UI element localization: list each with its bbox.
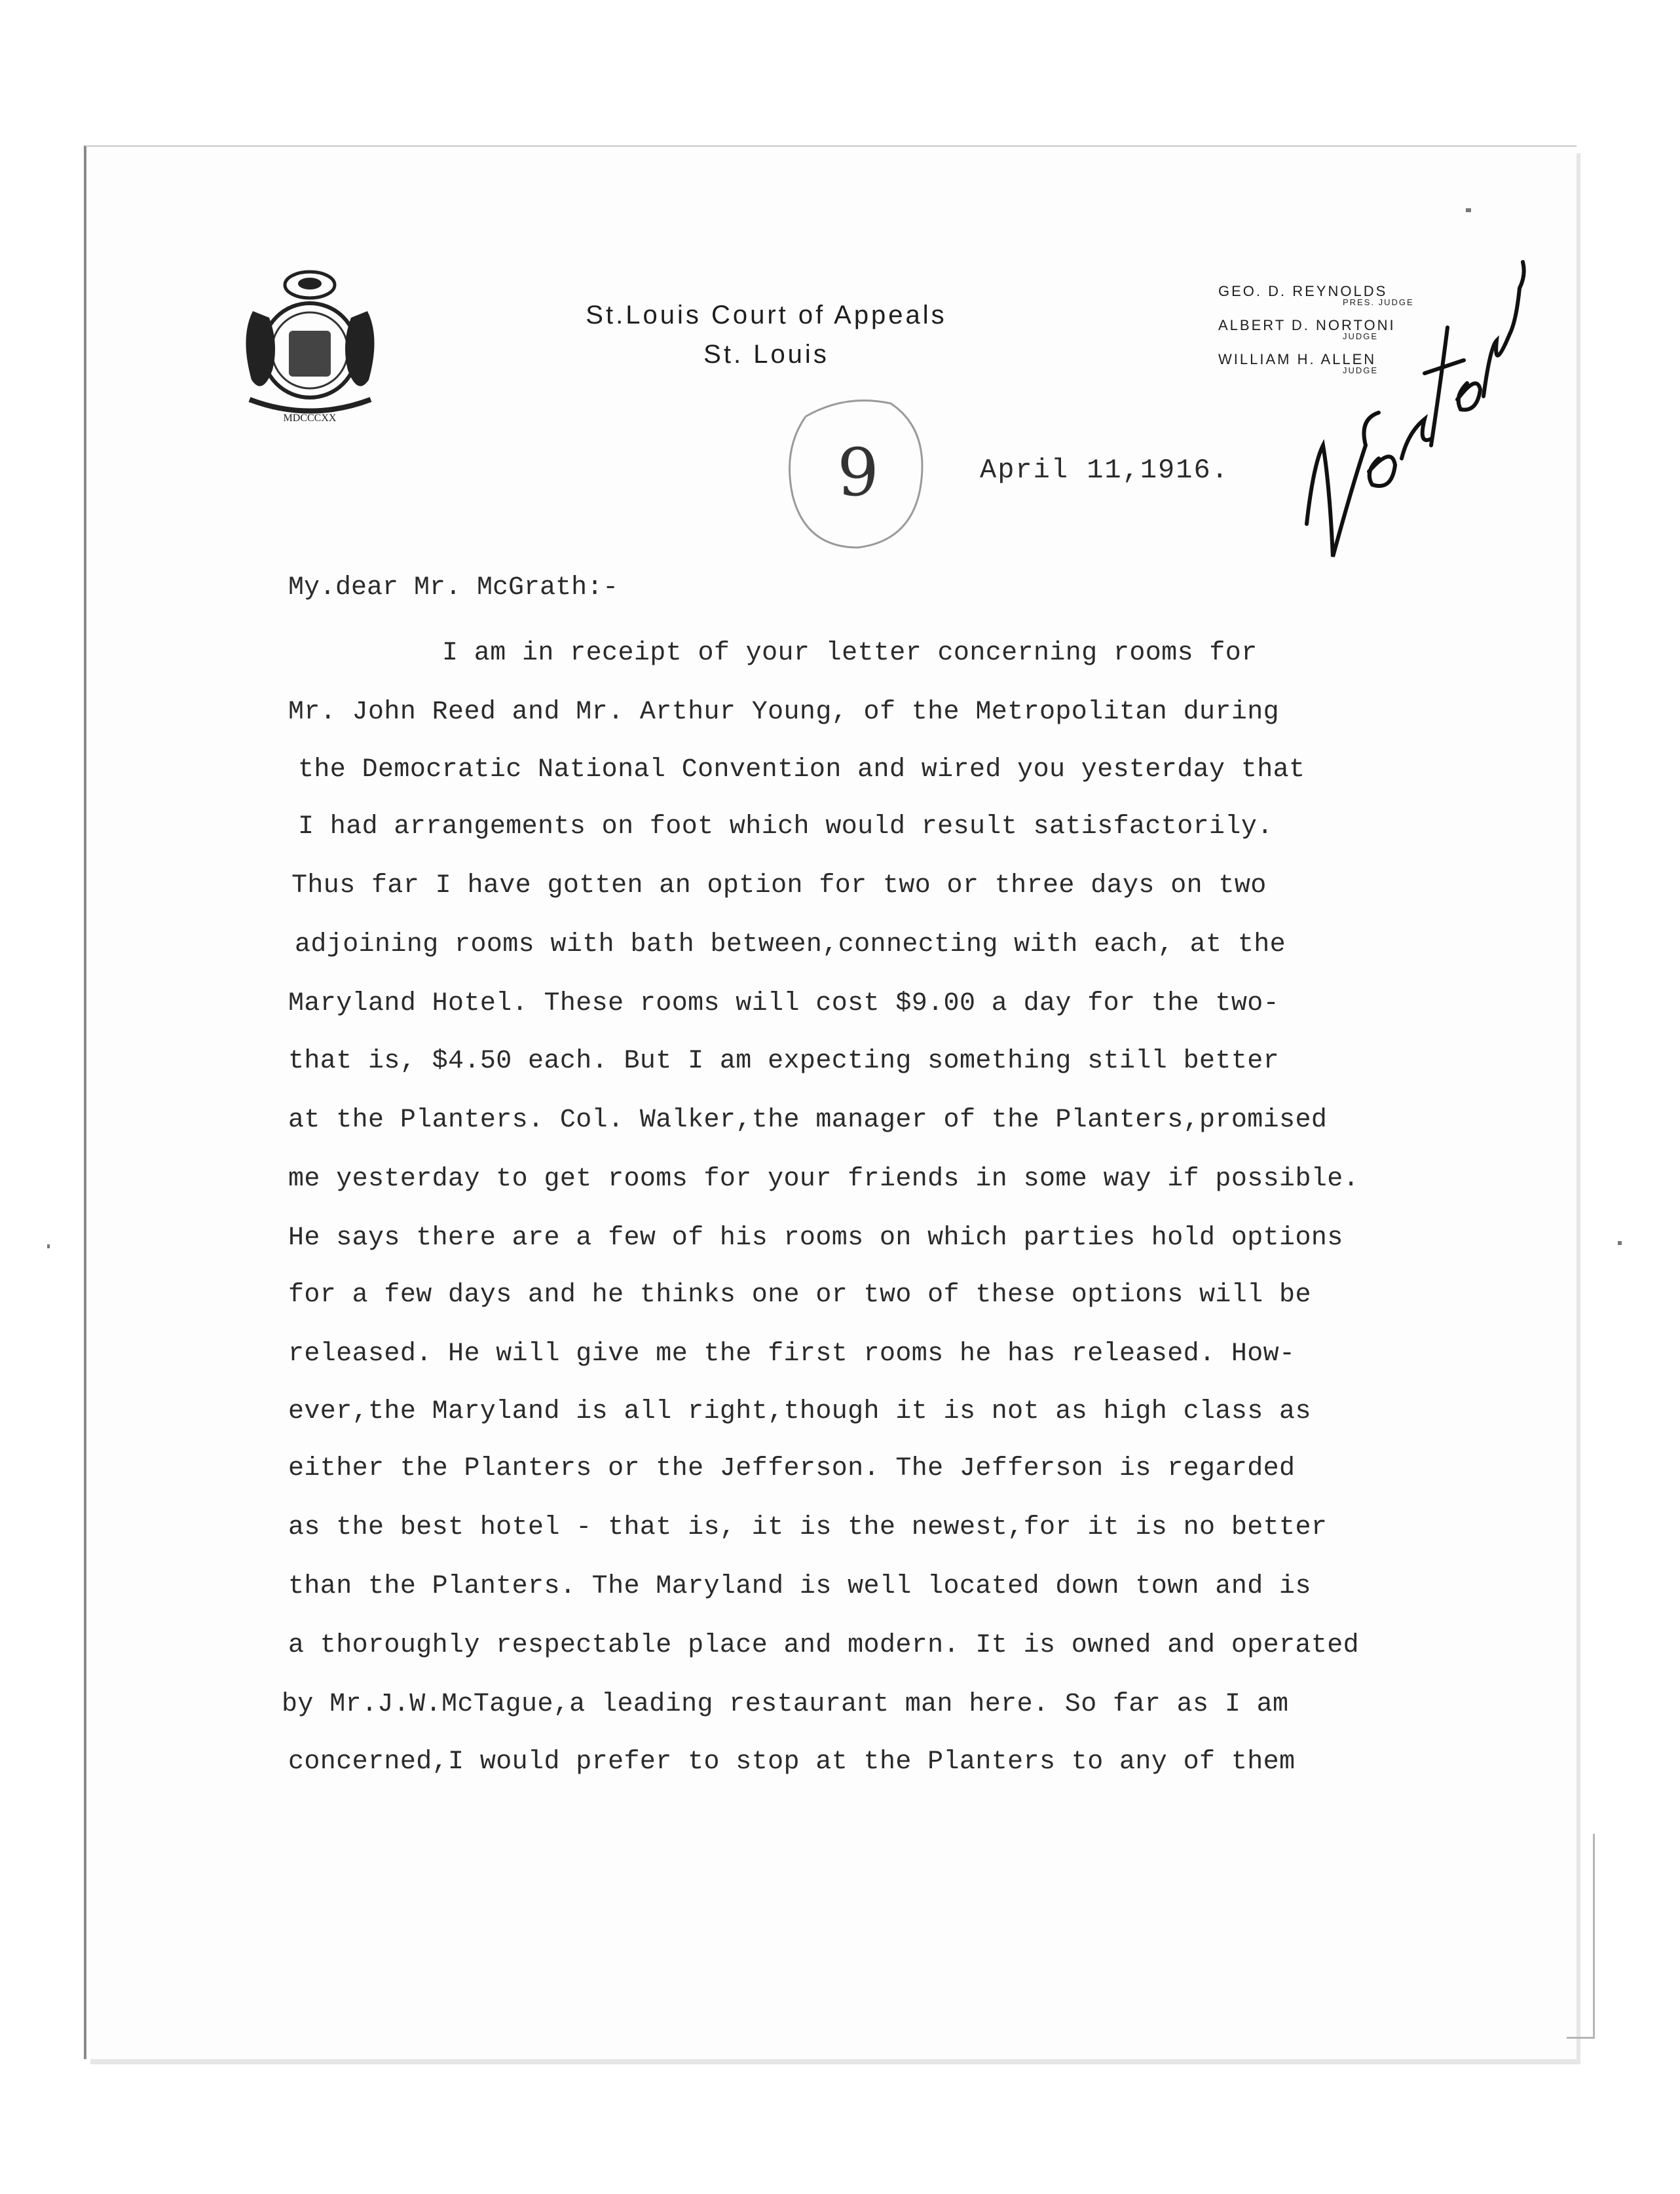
letter-line: Thus far I have gotten an option for two or three days on two	[291, 871, 1267, 901]
letter-line: released. He will give me the first rooms he has released. How-	[288, 1339, 1296, 1369]
court-name: St.Louis Court of Appeals	[586, 301, 947, 329]
judge-title: JUDGE	[1343, 365, 1379, 375]
page-mark	[47, 1244, 50, 1248]
page-mark	[1618, 1241, 1622, 1245]
judge-name: GEO. D. REYNOLDS	[1218, 283, 1388, 299]
letter-line: me yesterday to get rooms for your friends in some way if possible.	[288, 1164, 1360, 1194]
letterhead	[524, 298, 1009, 371]
letter-line: I had arrangements on foot which would result satisfactorily.	[298, 812, 1273, 842]
letter-line: at the Planters. Col. Walker,the manager of the Planters,promised	[288, 1106, 1328, 1135]
circled-number: 9	[837, 434, 879, 511]
court-city: St. Louis	[703, 340, 829, 369]
page-edge	[1567, 1834, 1595, 2039]
letter-line: Maryland Hotel. These rooms will cost $9.00 a day for the two-	[288, 989, 1280, 1018]
letter-line: ever,the Maryland is all right,though it is not as high class as	[288, 1397, 1311, 1426]
letter-line: Mr. John Reed and Mr. Arthur Young, of the Metropolitan during	[288, 697, 1280, 727]
court-seal-icon	[233, 265, 387, 428]
letter-date: April 11,1916.	[980, 455, 1229, 486]
judge-name: ALBERT D. NORTONI	[1218, 317, 1396, 333]
letter-line: concerned,I would prefer to stop at the Planters to any of them	[288, 1747, 1296, 1777]
letter-line: adjoining rooms with bath between,connecting with each, at the	[295, 930, 1286, 959]
letter-line: He says there are a few of his rooms on which parties hold options	[288, 1223, 1343, 1253]
handwritten-signature	[1294, 249, 1542, 576]
page-mark	[1466, 208, 1471, 212]
judge-name: WILLIAM H. ALLEN	[1218, 351, 1377, 367]
letter-line: as the best hotel - that is, it is the newest,for it is no better	[288, 1513, 1328, 1542]
letter-line: either the Planters or the Jefferson. The Jefferson is regarded	[288, 1454, 1296, 1483]
judge-title: PRES. JUDGE	[1343, 297, 1414, 307]
letter-line: than the Planters. The Maryland is well located down town and is	[288, 1572, 1311, 1601]
letter-line: that is, $4.50 each. But I am expecting something still better	[288, 1047, 1280, 1076]
circled-page-number	[779, 390, 931, 554]
letter-line: I am in receipt of your letter concerning rooms for	[442, 639, 1258, 668]
letter-line: by Mr.J.W.McTague,a leading restaurant man here. So far as I am	[282, 1690, 1289, 1719]
letter-line: for a few days and he thinks one or two of these options will be	[288, 1280, 1311, 1310]
judge-title: JUDGE	[1343, 331, 1379, 341]
letter-line: the Democratic National Convention and wired you yesterday that	[298, 755, 1305, 785]
seal-year: MDCCCXX	[283, 413, 337, 424]
letter-line: a thoroughly respectable place and modern. It is owned and operated	[288, 1631, 1360, 1660]
salutation: My.dear Mr. McGrath:-	[288, 573, 619, 603]
